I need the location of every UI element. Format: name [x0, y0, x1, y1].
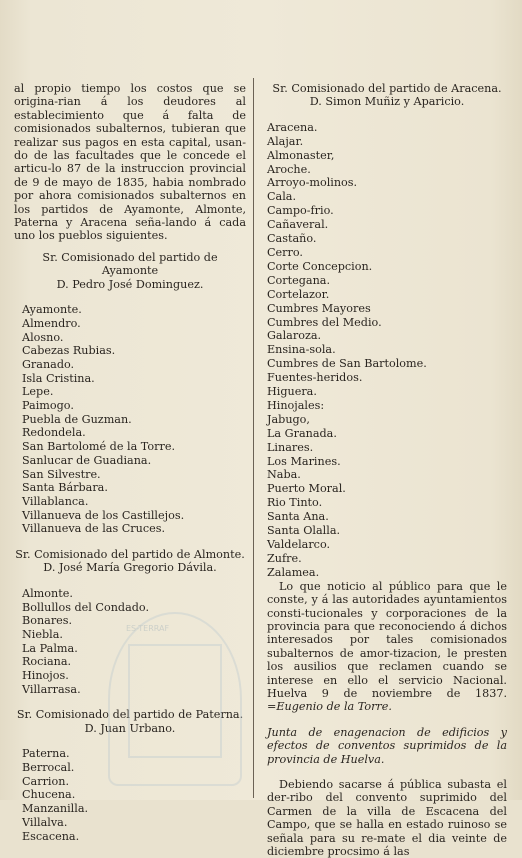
- towns-aracena: [267, 121, 507, 580]
- town-item: San Silvestre.: [22, 467, 101, 481]
- town-item: Ayamonte.: [22, 303, 82, 317]
- town-item: Castaño.: [267, 232, 317, 246]
- town-item: Puebla de Guzman.: [22, 412, 132, 426]
- town-item: Galaroza.: [267, 329, 322, 343]
- town-item: Sanlucar de Guadiana.: [22, 453, 152, 467]
- section-name-paterna: D. Juan Urbano.: [84, 721, 176, 735]
- town-item: Cumbres Mayores: [267, 301, 371, 315]
- town-item: Corte Concepcion.: [267, 259, 373, 273]
- town-item: Higuera.: [267, 385, 317, 399]
- section-title-paterna: Sr. Comisionado del partido de Paterna.: [16, 708, 244, 722]
- town-item: Cabezas Rubias.: [22, 344, 116, 358]
- town-item: Alosno.: [22, 330, 64, 344]
- town-item: Isla Cristina.: [22, 371, 95, 385]
- town-item: Santa Olalla.: [267, 524, 341, 538]
- intro-paragraph: al propio tiempo los costos que se origina-rian á los deudores al establecimiento que á falta de comisionados subalternos, tubieran que realizar sus pagos en esta capital, usan-do de las facultades que le concede el articu-lo 87 de la instruccion provincial de 9 de mayo de 1835, habia nombrado por ahora comisionados subalternos en los partidos de Ayamonte, Almonte, Paterna y Aracena seña-lando á cada uno los pueblos siguientes.: [14, 82, 246, 243]
- towns-ayamonte: [14, 303, 246, 536]
- town-item: Zalamea.: [267, 565, 320, 579]
- seal-text: ES-TERRAF: [126, 624, 170, 633]
- town-item: Hinojos.: [22, 669, 69, 683]
- town-item: Campo-frio.: [267, 204, 334, 218]
- town-item: Los Marines.: [267, 454, 341, 468]
- town-item: Cortelazor.: [267, 287, 330, 301]
- junta-heading: Junta de enagenacion de edificios y efectos de conventos suprimidos de la provincia de Huelva.: [267, 725, 507, 766]
- notice-paragraph: [267, 580, 507, 714]
- junta-paragraph: Debiendo sacarse á pública subasta el der-ribo del convento suprimido del Carmen de la villa de Escacena del Campo, que se halla en estado ruinoso se señala para su re-mate el dia veinte de diciembre procsimo á las: [267, 778, 507, 858]
- town-item: Arroyo-molinos.: [267, 176, 358, 190]
- town-item: Alajar.: [267, 134, 304, 148]
- town-item: La Palma.: [22, 641, 78, 655]
- town-item: Cortegana.: [267, 273, 331, 287]
- town-item: Carrion.: [22, 774, 70, 788]
- town-item: Paterna.: [22, 747, 70, 761]
- town-item: Villablanca.: [22, 494, 89, 508]
- town-item: Cumbres de San Bartolome.: [267, 357, 427, 371]
- town-item: Cerro.: [267, 245, 303, 259]
- right-column: [267, 82, 507, 858]
- town-item: Bonares.: [22, 614, 73, 628]
- town-item: Niebla.: [22, 627, 63, 641]
- section-title-almonte: Sr. Comisionado del partido de Almonte.: [15, 548, 245, 562]
- section-name-almonte: D. José María Gregorio Dávila.: [43, 561, 217, 575]
- town-item: Villanueva de las Cruces.: [22, 522, 166, 536]
- section-name-aracena: D. Simon Muñiz y Aparicio.: [309, 95, 465, 109]
- left-column: [14, 82, 246, 843]
- town-item: Berrocal.: [22, 761, 75, 774]
- notice-text: Lo que noticio al público para que le conste, y á las autoridades ayuntamientos consti-tucionales y corporaciones de la provincia para que reconociendo á dichos interesados por tales comisionados subalternos de amor-tizacion, le presten los ausilios que reclamen cuando se interese en ello el servicio Nacional. Huelva 9 de noviembre de 1837.: [267, 579, 507, 700]
- signature: =Eugenio de la Torre.: [267, 700, 392, 714]
- town-item: Puerto Moral.: [267, 482, 346, 496]
- town-item: Rociana.: [22, 655, 72, 669]
- town-item: Almendro.: [22, 316, 81, 330]
- town-item: Zufre.: [267, 551, 302, 565]
- town-item: Valdelarco.: [267, 538, 331, 551]
- town-item: Jabugo,: [267, 412, 310, 426]
- town-item: Villanueva de los Castillejos.: [22, 508, 185, 522]
- town-item: Cumbres del Medio.: [267, 315, 382, 329]
- town-item: San Bartolomé de la Torre.: [22, 440, 176, 454]
- town-item: Bollullos del Condado.: [22, 600, 150, 614]
- town-item: Ensina-sola.: [267, 343, 336, 357]
- town-item: Santa Bárbara.: [22, 481, 108, 495]
- town-item: La Granada.: [267, 426, 337, 440]
- column-divider: [253, 78, 254, 798]
- town-item: Lepe.: [22, 385, 54, 399]
- towns-paterna: [14, 747, 246, 843]
- section-title-aracena: Sr. Comisionado del partido de Aracena.: [272, 82, 502, 95]
- section-name-ayamonte: D. Pedro José Dominguez.: [56, 277, 204, 291]
- town-item: Almonaster,: [267, 148, 335, 162]
- town-item: Linares.: [267, 440, 314, 454]
- town-item: Paimogo.: [22, 399, 74, 413]
- town-item: Cala.: [267, 190, 297, 204]
- town-item: Granado.: [22, 357, 75, 371]
- town-item: Escacena.: [22, 829, 80, 843]
- town-item: Aracena.: [267, 120, 318, 134]
- town-item: Santa Ana.: [267, 510, 329, 524]
- town-item: Fuentes-heridos.: [267, 371, 363, 385]
- section-title-ayamonte: Sr. Comisionado del partido de Ayamonte: [42, 250, 218, 278]
- town-item: Villarrasa.: [22, 682, 81, 696]
- town-item: Chucena.: [22, 788, 76, 802]
- town-item: Cañaveral.: [267, 218, 329, 232]
- town-item: Villalva.: [22, 815, 68, 829]
- town-item: Redondela.: [22, 426, 86, 440]
- town-item: Rio Tinto.: [267, 496, 323, 510]
- town-item: Almonte.: [22, 586, 73, 600]
- towns-almonte: [14, 587, 246, 697]
- town-item: Hinojales:: [267, 398, 325, 412]
- town-item: Naba.: [267, 468, 301, 482]
- town-item: Manzanilla.: [22, 802, 89, 816]
- town-item: Aroche.: [267, 162, 311, 176]
